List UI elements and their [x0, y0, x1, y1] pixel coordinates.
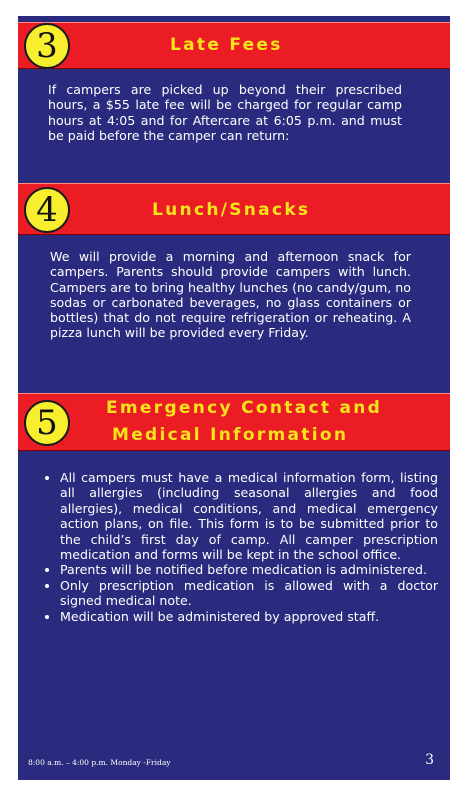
- section-4-title: Lunch/Snacks: [152, 200, 311, 220]
- section-5-bullet-list: [43, 470, 438, 624]
- footer-hours: 8:00 a.m. – 4:00 p.m. Monday -Friday: [28, 758, 171, 767]
- section-3-title: Late Fees: [170, 35, 283, 55]
- section-5-header: [18, 393, 450, 451]
- section-3-header: [18, 22, 450, 69]
- section-3-body: If campers are picked up beyond their prescribed hours, a $55 late fee will be charged for regular camp hours at 4:05 and for Aftercare at 6:05 p.m. and must be paid before the camper can return:: [48, 82, 402, 143]
- page-panel: [18, 16, 450, 780]
- list-item: • Only prescription medication is allowed with a doctor signed medical note.: [60, 578, 438, 609]
- list-item: • Medication will be administered by approved staff.: [60, 609, 438, 624]
- list-item: • Parents will be notified before medication is administered.: [60, 562, 438, 577]
- section-5-title-line1: Emergency Contact and: [106, 398, 383, 418]
- page-number: 3: [425, 752, 434, 768]
- section-5-number-badge: 5: [24, 400, 70, 446]
- section-4-body: We will provide a morning and afternoon snack for campers. Parents should provide campers with lunch. Campers are to bring healthy lunches (no candy/gum, no sodas or carbonated beverages, no glass containers or bottles) that do not require refrigeration or reheating. A pizza lunch will be provided every Friday.: [50, 249, 411, 341]
- section-4-header: [18, 183, 450, 235]
- section-4-number-badge: 4: [24, 187, 70, 233]
- list-item: • All campers must have a medical information form, listing all allergies (including seasonal allergies and food allergies), medical conditions, and medical emergency action plans, on file. This form is to be submitted prior to the child’s first day of camp. All camper prescription medication and forms will be kept in the school office.: [60, 470, 438, 562]
- section-3-number-badge: 3: [24, 23, 70, 69]
- section-5-title-line2: Medical Information: [112, 425, 349, 445]
